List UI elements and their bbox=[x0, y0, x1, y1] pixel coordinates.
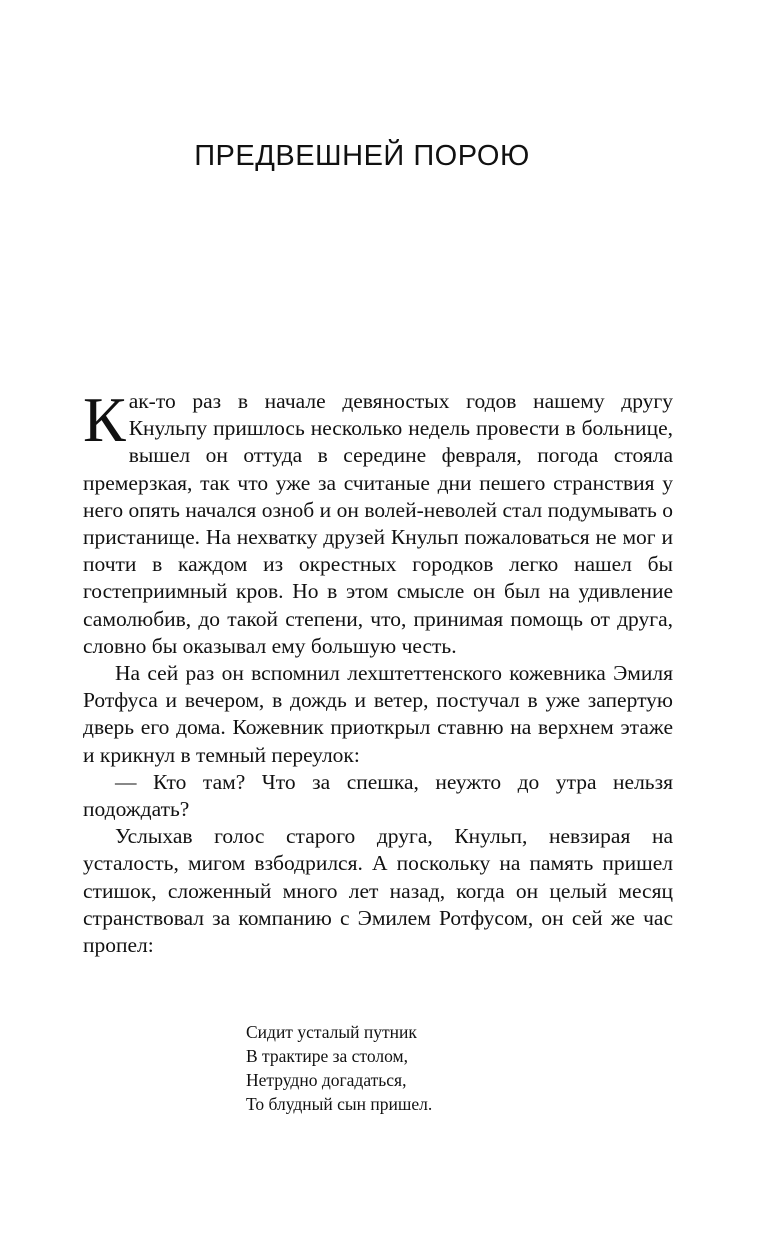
verse bbox=[246, 1020, 432, 1116]
verse-line-2: В трактире за столом, bbox=[246, 1046, 408, 1066]
drop-cap: К bbox=[83, 384, 126, 455]
paragraph-2: На сей раз он вспомнил лехштеттенского кожевника Эмиля Ротфуса и вечером, в дождь и ветер, постучал в уже запертую дверь его дома. Кожевник приоткрыл ставню на верхнем этаже и крикнул в темный переулок: bbox=[83, 661, 673, 767]
paragraph-4: Услыхав голос старого друга, Кнульп, невзирая на усталость, мигом взбодрился. А поскольку на память пришел стишок, сложенный много лет назад, когда он целый месяц странствовал за компанию с Эмилем Ротфусом, он сей же час пропел: bbox=[83, 824, 673, 958]
verse-line-3: Нетрудно догадаться, bbox=[246, 1070, 407, 1090]
paragraph-1 bbox=[83, 384, 673, 660]
chapter-title: ПРЕДВЕШНЕЙ ПОРОЮ bbox=[194, 140, 530, 172]
paragraph-3-dialogue: — Кто там? Что за спешка, неужто до утра нельзя подождать? bbox=[83, 769, 673, 822]
verse-line-1: Сидит усталый путник bbox=[246, 1022, 417, 1042]
paragraph-1-text: ак-то раз в начале девяностых годов нашему другу Кнульпу пришлось несколько недель провести в больнице, вышел он оттуда в середине февраля, погода стояла премерзкая, так что уже за считаные дни пешего странствия у него опять начался озноб и он волей-неволей стал подумывать о пристанище. На нехватку друзей Кнульп пожаловаться не мог и почти в каждом из окрестных городков легко нашел бы гостеприимный кров. Но в этом смысле он был на удивление самолюбив, до такой степени, что, принимая помощь от друга, словно бы оказывал ему большую честь. bbox=[83, 389, 673, 658]
body-text bbox=[83, 384, 673, 959]
verse-line-4: То блудный сын пришел. bbox=[246, 1094, 433, 1114]
